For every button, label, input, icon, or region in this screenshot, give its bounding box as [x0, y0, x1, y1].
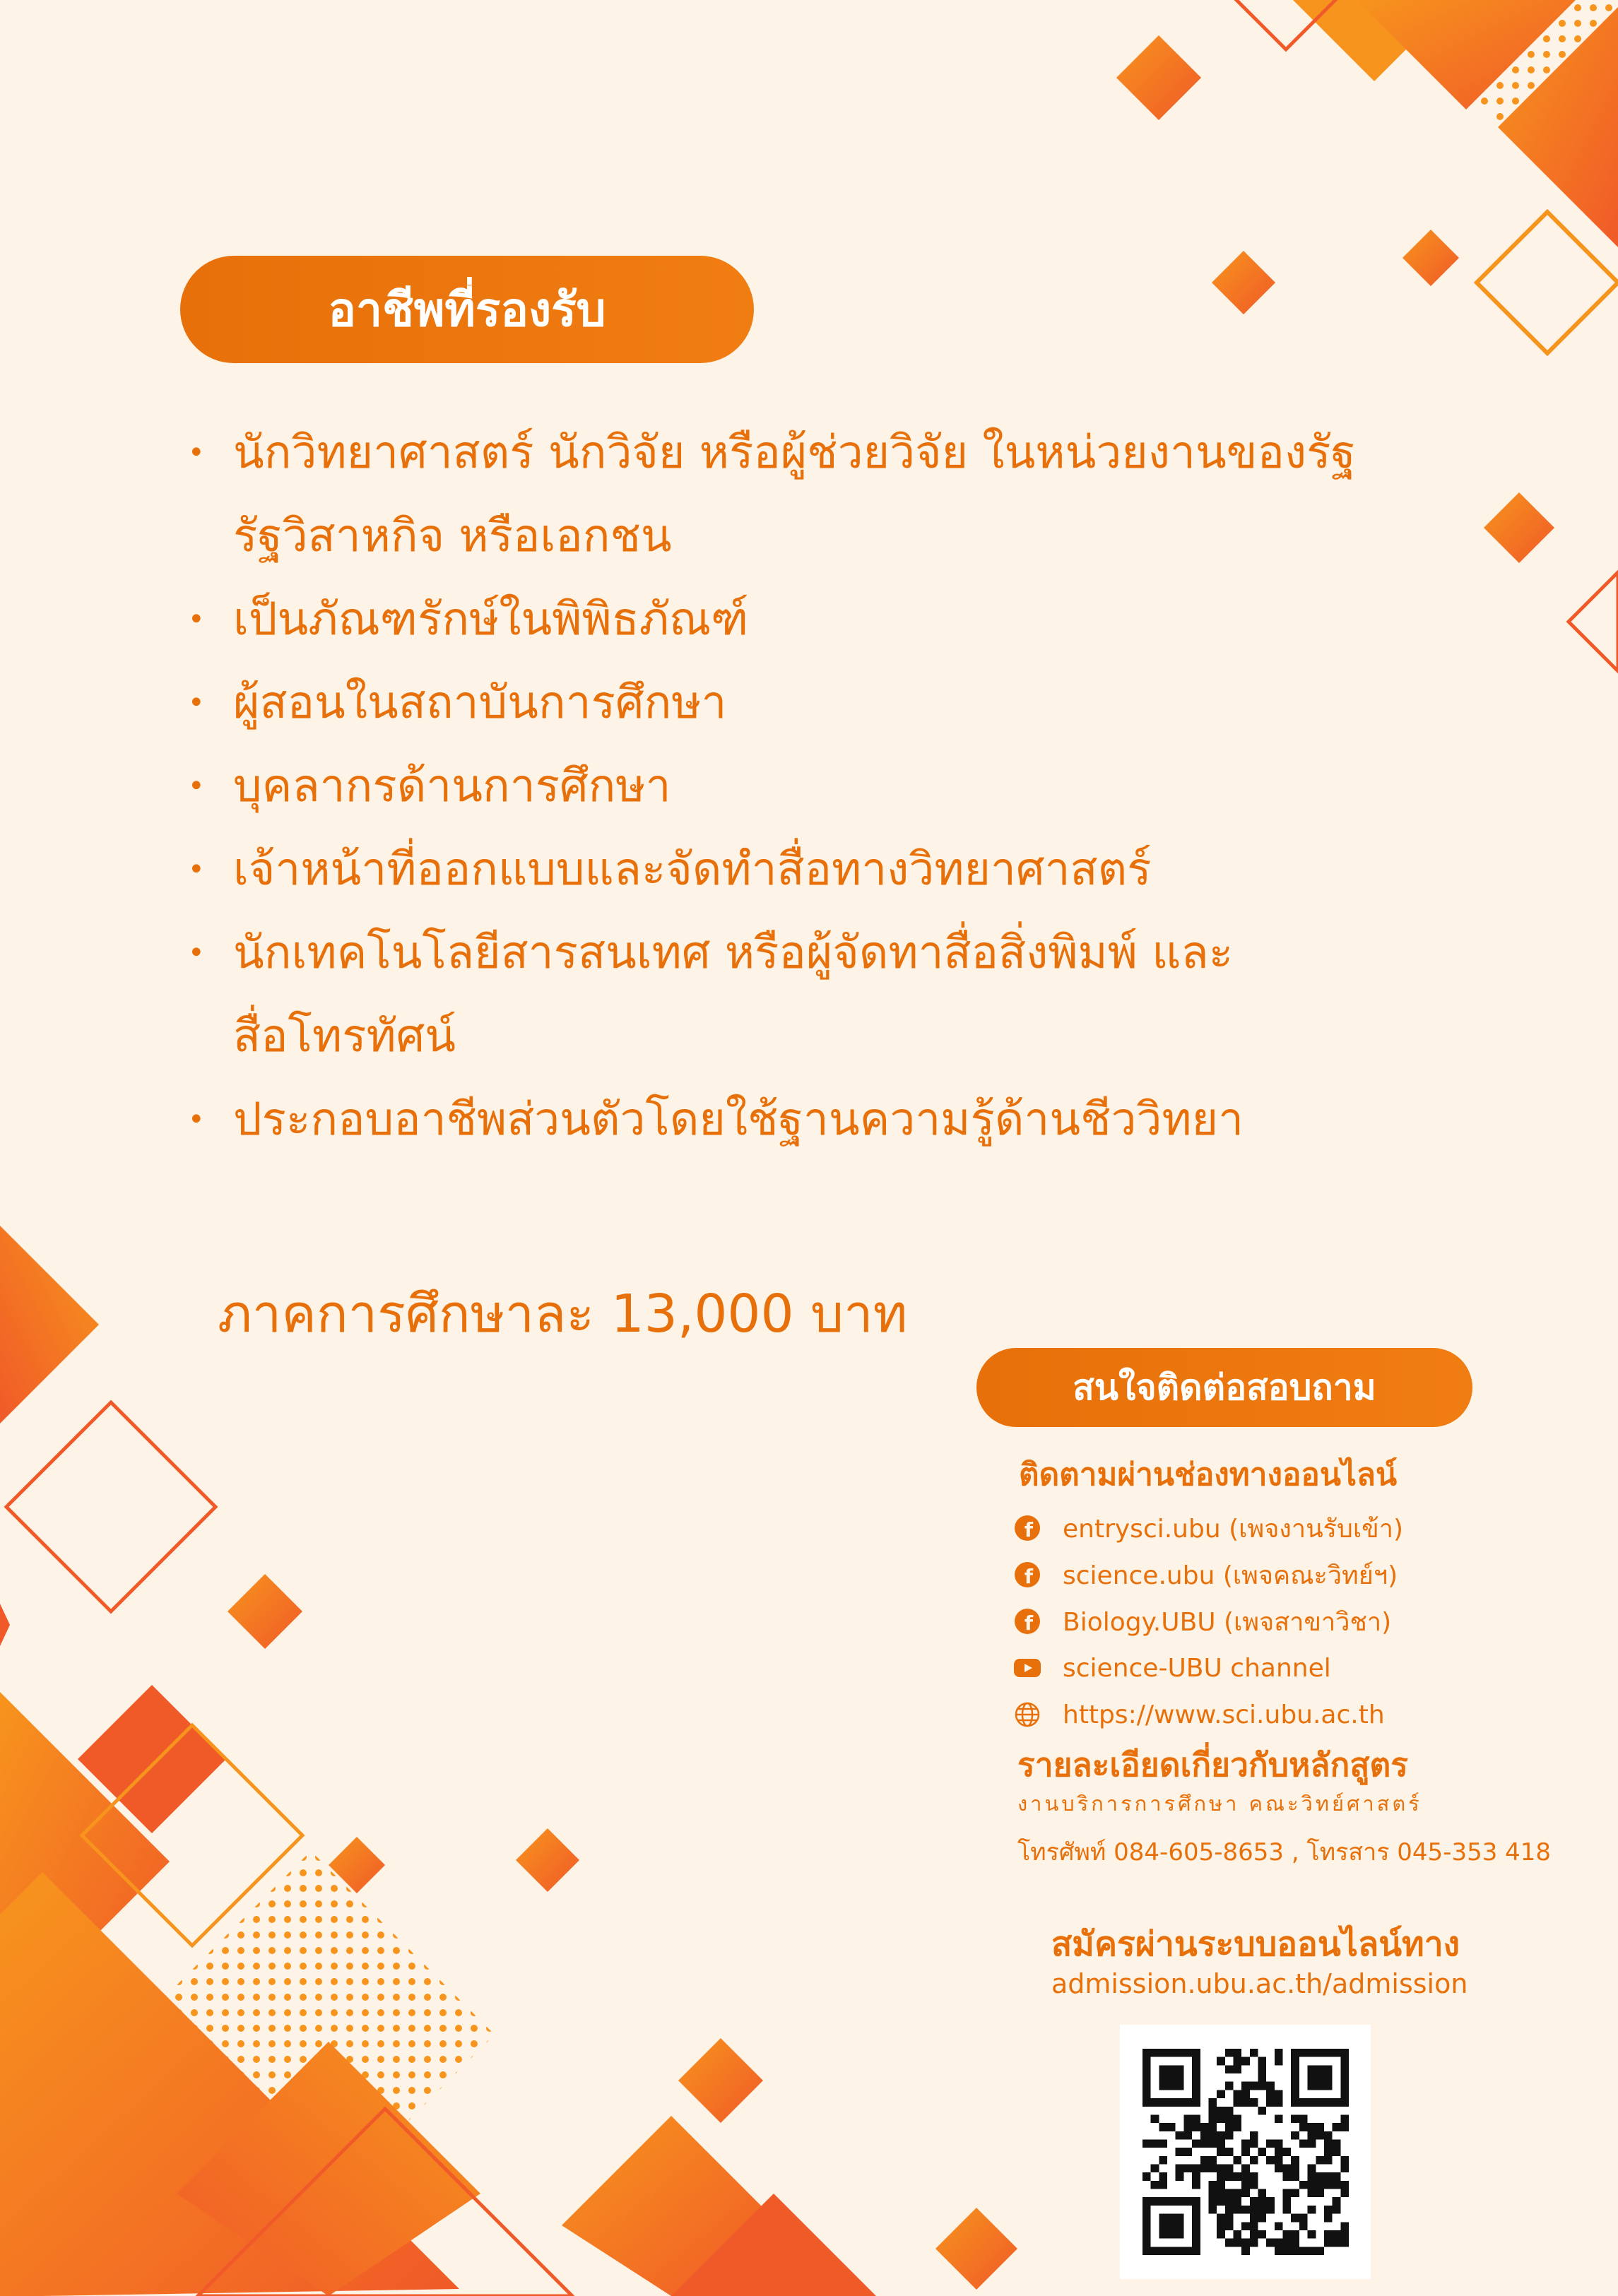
channel-text: Biology.UBU (เพจสาขาวิชา) [1063, 1607, 1392, 1637]
bullet: • [188, 770, 205, 803]
list-item-continuation [182, 495, 1496, 578]
career-text: สื่อโทรทัศน์ [233, 1010, 456, 1063]
list-item-continuation [182, 995, 1496, 1078]
bullet: • [188, 937, 205, 969]
career-text: บุคลากรด้านการศึกษา [233, 760, 671, 812]
list-item [182, 828, 1496, 911]
channel-facebook-science[interactable] [1013, 1551, 1403, 1598]
list-item [182, 745, 1496, 828]
list-item [182, 1078, 1496, 1161]
career-text: เจ้าหน้าที่ออกแบบและจัดทำสื่อทางวิทยาศาสตร์ [233, 844, 1152, 896]
tuition-fee: ภาคการศึกษาละ 13,000 บาท [218, 1284, 908, 1344]
bullet: • [188, 437, 205, 469]
svg-text:f: f [1024, 1611, 1034, 1635]
svg-text:f: f [1024, 1565, 1034, 1588]
bullet: • [188, 687, 205, 719]
youtube-icon [1013, 1654, 1041, 1682]
contact-heading: สนใจติดต่อสอบถาม [976, 1348, 1472, 1427]
apply-heading: สมัครผ่านระบบออนไลน์ทาง [1051, 1924, 1460, 1964]
career-text: ผู้สอนในสถาบันการศึกษา [233, 677, 727, 729]
career-text: รัฐวิสาหกิจ หรือเอกชน [233, 510, 672, 562]
office-name: งานบริการการศึกษา คณะวิทย์ศาสตร์ [1017, 1792, 1422, 1816]
channel-list [1013, 1505, 1403, 1738]
channel-facebook-entrysci[interactable] [1013, 1505, 1403, 1551]
channel-text: https://www.sci.ubu.ac.th [1063, 1700, 1385, 1729]
channel-website[interactable] [1013, 1691, 1403, 1738]
channel-facebook-biology[interactable] [1013, 1598, 1403, 1645]
career-text: นักวิทยาศาสตร์ นักวิจัย หรือผู้ช่วยวิจัย ในหน่วยงานของรัฐ [233, 427, 1356, 479]
career-text: นักเทคโนโลยีสารสนเทศ หรือผู้จัดทาสื่อสิ่งพิมพ์ และ [233, 927, 1234, 979]
career-text: ประกอบอาชีพส่วนตัวโดยใช้ฐานความรู้ด้านชีววิทยา [233, 1094, 1244, 1146]
bullet: • [188, 603, 205, 636]
qr-code[interactable] [1120, 2025, 1371, 2279]
career-text: เป็นภัณฑรักษ์ในพิพิธภัณฑ์ [233, 593, 749, 646]
channel-text: entrysci.ubu (เพจงานรับเข้า) [1063, 1514, 1404, 1544]
facebook-icon [1013, 1607, 1041, 1635]
list-item [182, 411, 1496, 495]
bullet: • [188, 853, 205, 886]
channel-text: science-UBU channel [1063, 1653, 1331, 1683]
qr-code-image [1142, 2049, 1349, 2255]
channel-text: science.ubu (เพจคณะวิทย์ฯ) [1063, 1561, 1398, 1590]
career-list [182, 411, 1496, 1161]
phone-fax: โทรศัพท์ 084-605-8653 , โทรสาร 045-353 418 [1017, 1838, 1552, 1866]
facebook-icon [1013, 1561, 1041, 1589]
online-channels-heading: ติดตามผ่านช่องทางออนไลน์ [1019, 1457, 1398, 1493]
svg-text:f: f [1024, 1518, 1034, 1541]
bullet: • [188, 1103, 205, 1136]
curriculum-heading: รายละเอียดเกี่ยวกับหลักสูตร [1017, 1746, 1408, 1784]
list-item [182, 578, 1496, 661]
globe-icon [1013, 1700, 1041, 1729]
list-item [182, 661, 1496, 745]
channel-youtube[interactable] [1013, 1645, 1403, 1691]
apply-url[interactable]: admission.ubu.ac.th/admission [1051, 1968, 1468, 1999]
facebook-icon [1013, 1514, 1041, 1542]
careers-heading: อาชีพที่รองรับ [180, 256, 754, 363]
list-item [182, 911, 1496, 995]
